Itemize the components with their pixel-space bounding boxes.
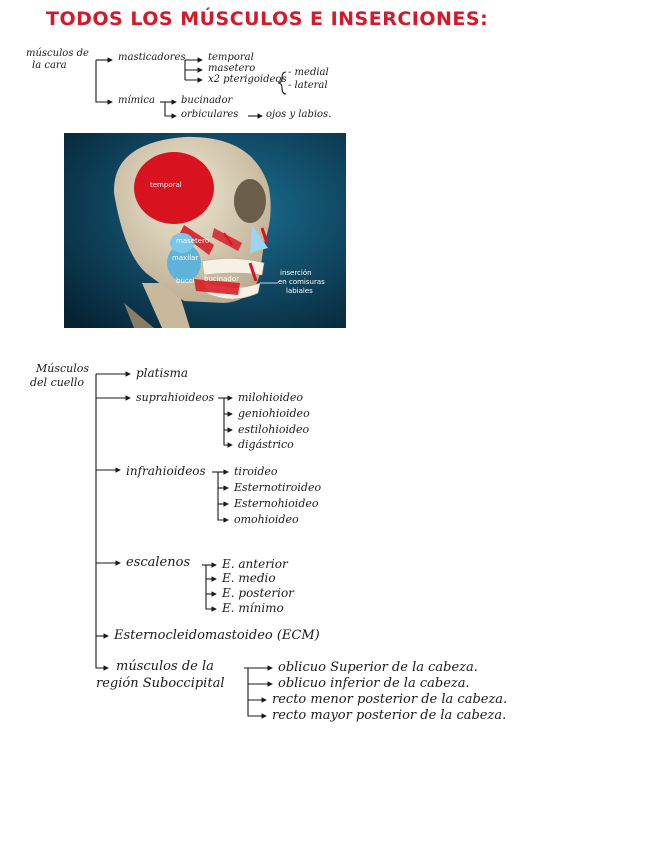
escalenos-label: escalenos <box>126 555 191 570</box>
ecm-label: Esternocleidomastoideo (ECM) <box>114 628 320 643</box>
supra-item-4: digástrico <box>238 438 294 451</box>
cara-root-line2: la cara <box>32 60 67 71</box>
mast-item-temporal: temporal <box>208 52 254 63</box>
pterig-lateral: - lateral <box>288 80 328 91</box>
orbiculares-target: ojos y labios. <box>266 109 332 120</box>
platisma-label: platisma <box>136 366 189 380</box>
supra-item-1: milohioideo <box>238 391 304 404</box>
pterig-medial: - medial <box>288 67 329 78</box>
mast-item-pterigoideos: x2 pterigoideos <box>208 74 287 85</box>
escal-item-2: E. medio <box>222 571 276 585</box>
cuello-root-line1: Músculos <box>36 362 90 375</box>
skull-muscles-image <box>64 133 346 328</box>
escal-item-1: E. anterior <box>222 557 288 571</box>
infra-item-2: Esternotiroideo <box>234 481 322 494</box>
subocc-item-1: oblicuo Superior de la cabeza. <box>278 660 478 675</box>
cuello-root-line2: del cuello <box>30 376 84 389</box>
img-label-bucinador: bucinador <box>204 275 240 283</box>
masticadores-label: masticadores <box>118 52 186 63</box>
infra-item-3: Esternohioideo <box>234 497 319 510</box>
img-label-insercion-3: labiales <box>286 287 313 295</box>
infra-item-4: omohioideo <box>234 513 299 526</box>
img-label-insercion-1: inserción <box>280 269 312 277</box>
img-label-maxilar: maxilar <box>172 254 199 262</box>
suprahioideos-label: suprahioideos <box>136 391 215 404</box>
suboccipital-line2: región Suboccipital <box>96 676 225 691</box>
mimica-item-orbiculares: orbiculares <box>181 109 239 120</box>
mimica-label: mímica <box>118 95 155 106</box>
infra-item-1: tiroideo <box>234 465 278 478</box>
mast-item-masetero: masetero <box>208 63 256 74</box>
suboccipital-line1: músculos de la <box>116 659 214 674</box>
mimica-item-bucinador: bucinador <box>181 95 233 106</box>
img-label-masetero: masetero <box>176 237 210 245</box>
img-label-bucci: bucci <box>176 277 195 285</box>
img-label-temporal: temporal <box>150 181 182 189</box>
subocc-item-2: oblicuo inferior de la cabeza. <box>278 676 470 691</box>
page-title: TODOS LOS MÚSCULOS E INSERCIONES: <box>46 8 489 30</box>
subocc-item-4: recto mayor posterior de la cabeza. <box>272 708 507 723</box>
escal-item-3: E. posterior <box>222 586 294 600</box>
subocc-item-3: recto menor posterior de la cabeza. <box>272 692 508 707</box>
infrahioideos-label: infrahioideos <box>126 464 206 478</box>
escal-item-4: E. mínimo <box>222 601 284 615</box>
cara-root-line1: músculos de <box>26 48 89 59</box>
supra-item-3: estilohioideo <box>238 423 310 436</box>
supra-item-2: geniohioideo <box>238 407 310 420</box>
img-label-insercion-2: en comisuras <box>278 278 325 286</box>
